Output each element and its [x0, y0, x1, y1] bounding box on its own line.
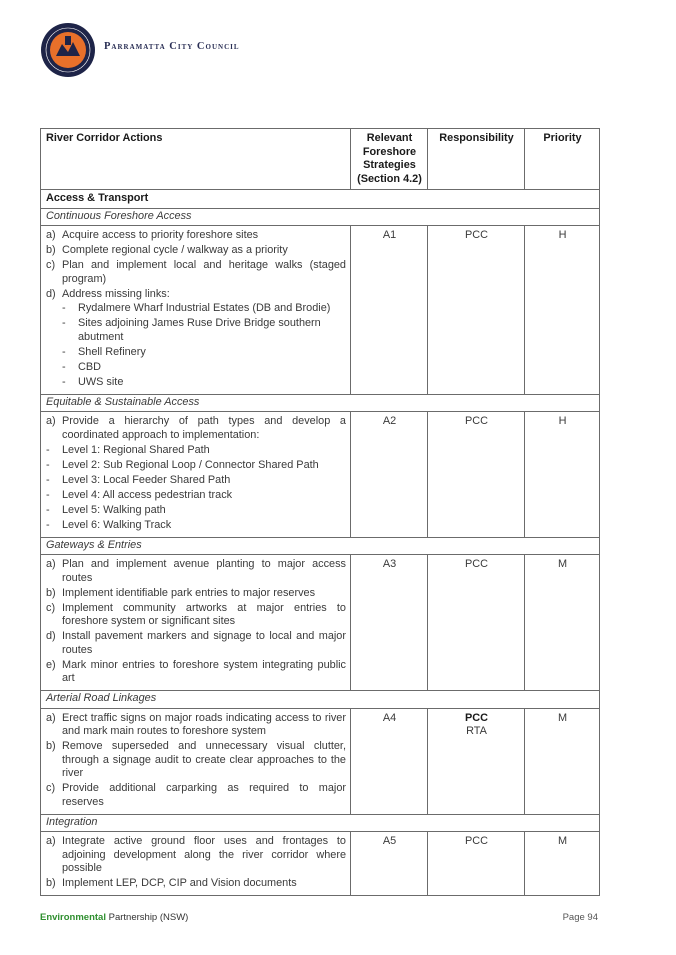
- dash-marker: -: [62, 302, 66, 314]
- sub-item-text: Shell Refinery: [78, 345, 146, 358]
- strategy-cell: A2: [351, 412, 428, 538]
- responsibility-cell: [428, 832, 525, 896]
- header-actions: River Corridor Actions: [41, 129, 351, 190]
- footer-organisation: [40, 912, 188, 923]
- action-item: [46, 474, 346, 488]
- dash-marker: -: [62, 360, 66, 373]
- item-marker: b): [46, 877, 56, 889]
- item-text: Erect traffic signs on major roads indicating access to river and mark main routes to foreshore system: [62, 711, 346, 737]
- subheading-title: Gateways & Entries: [41, 537, 600, 555]
- action-item: [46, 558, 346, 585]
- responsibility-value: PCC: [465, 835, 488, 847]
- strategy-cell: A4: [351, 708, 428, 814]
- action-list: [46, 712, 346, 810]
- subheading-title: Continuous Foreshore Access: [41, 208, 600, 226]
- action-item: [46, 519, 346, 533]
- sub-item-text: Sites adjoining James Ruse Drive Bridge southern abutment: [78, 317, 321, 343]
- item-text: Level 4: All access pedestrian track: [62, 488, 233, 501]
- sub-item-text: Rydalmere Wharf Industrial Estates (DB and Brodie): [78, 302, 331, 314]
- council-name: Parramatta City Council: [104, 41, 240, 52]
- action-item: [46, 288, 346, 390]
- sub-item: [62, 346, 346, 360]
- item-marker: e): [46, 658, 56, 671]
- item-marker: b): [46, 586, 56, 599]
- priority-cell: M: [525, 708, 600, 814]
- responsibility-cell: [428, 412, 525, 538]
- subheading-title: Integration: [41, 814, 600, 832]
- item-text: Plan and implement local and heritage walks (staged program): [62, 259, 346, 285]
- item-text: Implement LEP, DCP, CIP and Vision documents: [62, 877, 297, 889]
- item-text: Level 2: Sub Regional Loop / Connector Shared Path: [62, 458, 319, 471]
- subheading-row: [41, 537, 600, 555]
- item-marker: d): [46, 287, 56, 300]
- priority-cell: M: [525, 832, 600, 896]
- dash-marker: -: [62, 375, 66, 388]
- action-item: [46, 659, 346, 686]
- action-item: [46, 712, 346, 739]
- item-text: Integrate active ground floor uses and frontages to adjoining development along the river corridor where possible: [62, 835, 346, 874]
- header-responsibility: Responsibility: [428, 129, 525, 190]
- action-item: [46, 782, 346, 809]
- section-row: [41, 190, 600, 209]
- header-priority: Priority: [525, 129, 600, 190]
- priority-cell: M: [525, 555, 600, 691]
- action-list: [46, 835, 346, 891]
- action-items-cell: [41, 226, 351, 395]
- responsibility-cell: [428, 708, 525, 814]
- item-text: Mark minor entries to foreshore system integrating public art: [62, 658, 346, 684]
- sub-item-text: UWS site: [78, 375, 124, 388]
- dash-marker: -: [62, 345, 66, 358]
- table-header-row: [41, 129, 600, 190]
- action-item: [46, 415, 346, 442]
- item-marker: -: [46, 458, 50, 471]
- sub-item: [62, 361, 346, 375]
- item-text: Implement community artworks at major entries to foreshore system or significant sites: [62, 601, 346, 627]
- action-item: [46, 877, 346, 891]
- council-logo: [40, 22, 96, 78]
- item-text: Plan and implement avenue planting to major access routes: [62, 558, 346, 584]
- action-item: [46, 459, 346, 473]
- subheading-row: [41, 208, 600, 226]
- action-row: [41, 708, 600, 814]
- strategy-cell: A5: [351, 832, 428, 896]
- action-items-cell: [41, 832, 351, 896]
- priority-cell: H: [525, 412, 600, 538]
- action-item: [46, 630, 346, 657]
- strategy-cell: A1: [351, 226, 428, 395]
- responsibility-value: PCC: [465, 229, 488, 241]
- item-text: Implement identifiable park entries to major reserves: [62, 586, 316, 599]
- item-marker: a): [46, 415, 56, 427]
- responsibility-value: PCC: [465, 558, 488, 570]
- action-list: [46, 558, 346, 686]
- item-text: Complete regional cycle / walkway as a priority: [62, 244, 288, 256]
- subheading-title: Equitable & Sustainable Access: [41, 394, 600, 412]
- item-marker: b): [46, 244, 56, 256]
- item-text: Provide additional carparking as required to major reserves: [62, 782, 346, 808]
- sub-item: [62, 302, 346, 316]
- item-text: Level 1: Regional Shared Path: [62, 443, 210, 456]
- river-corridor-actions-table: [40, 128, 600, 896]
- sub-item: [62, 317, 346, 344]
- action-items-cell: [41, 708, 351, 814]
- dash-marker: -: [62, 317, 66, 329]
- action-items-cell: [41, 555, 351, 691]
- subheading-row: [41, 691, 600, 709]
- item-marker: a): [46, 711, 56, 724]
- sub-item: [62, 376, 346, 390]
- action-item: [46, 244, 346, 258]
- sub-item-text: CBD: [78, 360, 101, 373]
- action-item: [46, 444, 346, 458]
- item-marker: b): [46, 740, 56, 752]
- action-items-cell: [41, 412, 351, 538]
- item-marker: -: [46, 518, 50, 531]
- subheading-title: Arterial Road Linkages: [41, 691, 600, 709]
- page-number: Page 94: [562, 912, 598, 923]
- footer-org-highlight: Environmental: [40, 912, 106, 923]
- action-item: [46, 229, 346, 243]
- action-row: [41, 555, 600, 691]
- action-row: [41, 226, 600, 395]
- header-strategies: Relevant Foreshore Strategies (Section 4.2): [351, 129, 428, 190]
- strategy-cell: A3: [351, 555, 428, 691]
- item-marker: -: [46, 503, 50, 516]
- item-text: Level 3: Local Feeder Shared Path: [62, 473, 231, 486]
- item-text: Provide a hierarchy of path types and develop a coordinated approach to implementation:: [62, 415, 346, 441]
- item-marker: c): [46, 601, 56, 614]
- responsibility-cell: [428, 555, 525, 691]
- action-item: [46, 835, 346, 876]
- item-marker: d): [46, 630, 56, 642]
- responsibility-lead: PCC: [465, 711, 488, 724]
- subheading-row: [41, 814, 600, 832]
- action-list: [46, 415, 346, 532]
- action-row: [41, 412, 600, 538]
- responsibility-value: RTA: [466, 725, 487, 737]
- item-text: Address missing links:: [62, 287, 170, 300]
- section-title: Access & Transport: [41, 190, 600, 209]
- responsibility-cell: [428, 226, 525, 395]
- item-text: Remove superseded and unnecessary visual clutter, through a signage audit to create clear approaches to the river: [62, 740, 346, 779]
- item-text: Acquire access to priority foreshore sites: [62, 229, 259, 241]
- sub-list: [62, 302, 346, 389]
- item-marker: -: [46, 473, 50, 486]
- priority-cell: H: [525, 226, 600, 395]
- item-marker: -: [46, 443, 50, 456]
- action-item: [46, 504, 346, 518]
- action-row: [41, 832, 600, 896]
- item-marker: c): [46, 782, 56, 794]
- action-item: [46, 489, 346, 503]
- item-text: Level 5: Walking path: [62, 503, 166, 516]
- item-marker: -: [46, 488, 50, 501]
- item-marker: a): [46, 835, 56, 847]
- footer-org-rest: Partnership (NSW): [106, 912, 189, 923]
- subheading-row: [41, 394, 600, 412]
- responsibility-value: PCC: [465, 415, 488, 427]
- action-item: [46, 740, 346, 781]
- item-marker: a): [46, 229, 56, 241]
- item-marker: a): [46, 558, 56, 570]
- item-text: Level 6: Walking Track: [62, 518, 172, 531]
- action-item: [46, 587, 346, 601]
- action-item: [46, 259, 346, 286]
- item-marker: c): [46, 259, 56, 271]
- action-item: [46, 602, 346, 629]
- item-text: Install pavement markers and signage to local and major routes: [62, 630, 346, 656]
- action-list: [46, 229, 346, 389]
